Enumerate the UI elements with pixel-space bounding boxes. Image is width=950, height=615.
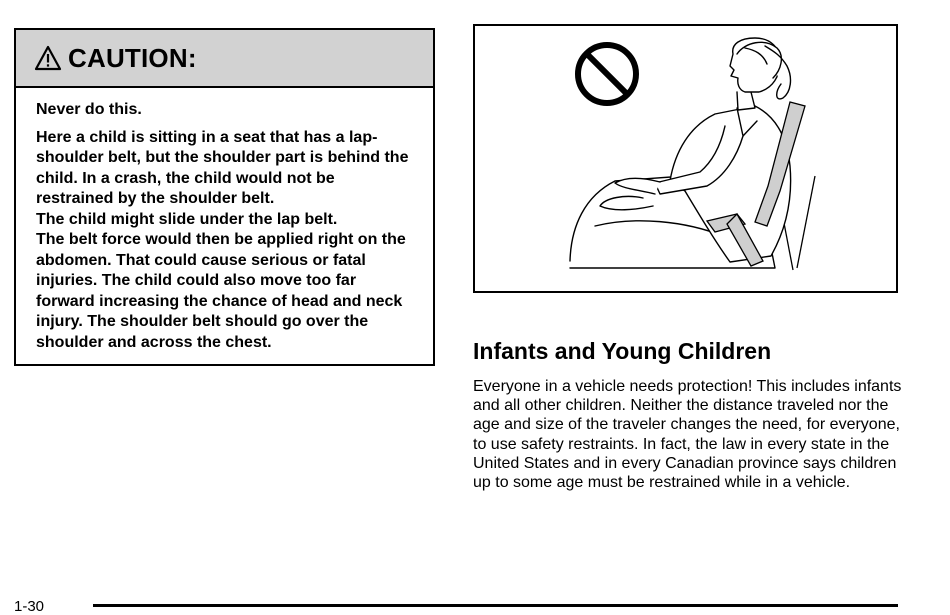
warning-triangle-icon xyxy=(34,45,62,71)
footer-rule xyxy=(93,604,898,607)
caution-paragraph: The child might slide under the lap belt. xyxy=(36,210,338,228)
page-number: 1-30 xyxy=(14,598,45,615)
caution-box xyxy=(14,28,435,366)
child-seatbelt-illustration xyxy=(473,24,898,293)
caution-paragraph: Never do this. xyxy=(36,101,142,118)
caution-paragraph: Here a child is sitting in a seat that has a lap-shoulder belt, but the shoulder part is behind the child. In a crash, the child would not be restrained by the shoulder belt. xyxy=(36,128,409,207)
caution-body xyxy=(16,88,433,353)
illustration-drawing xyxy=(475,26,896,291)
prohibition-icon xyxy=(578,45,636,103)
caution-paragraph: The belt force would then be applied right on the abdomen. That could cause serious or fatal injuries. The child could also move too far forward increasing the chance of head and neck injury. The shoulder belt should go over the shoulder and across the chest. xyxy=(36,231,406,351)
section-heading: Infants and Young Children xyxy=(473,338,772,364)
section-body: Everyone in a vehicle needs protection! This includes infants and all other children. Neither the distance traveled nor the age and size of the traveler changes the need, for everyone, to use safety restraints. In fact, the law in every state in the United States and in every Canadian province says children up to some age must be restrained while in a vehicle. xyxy=(473,378,902,492)
caution-header xyxy=(16,30,433,88)
caution-title: CAUTION: xyxy=(68,42,197,73)
